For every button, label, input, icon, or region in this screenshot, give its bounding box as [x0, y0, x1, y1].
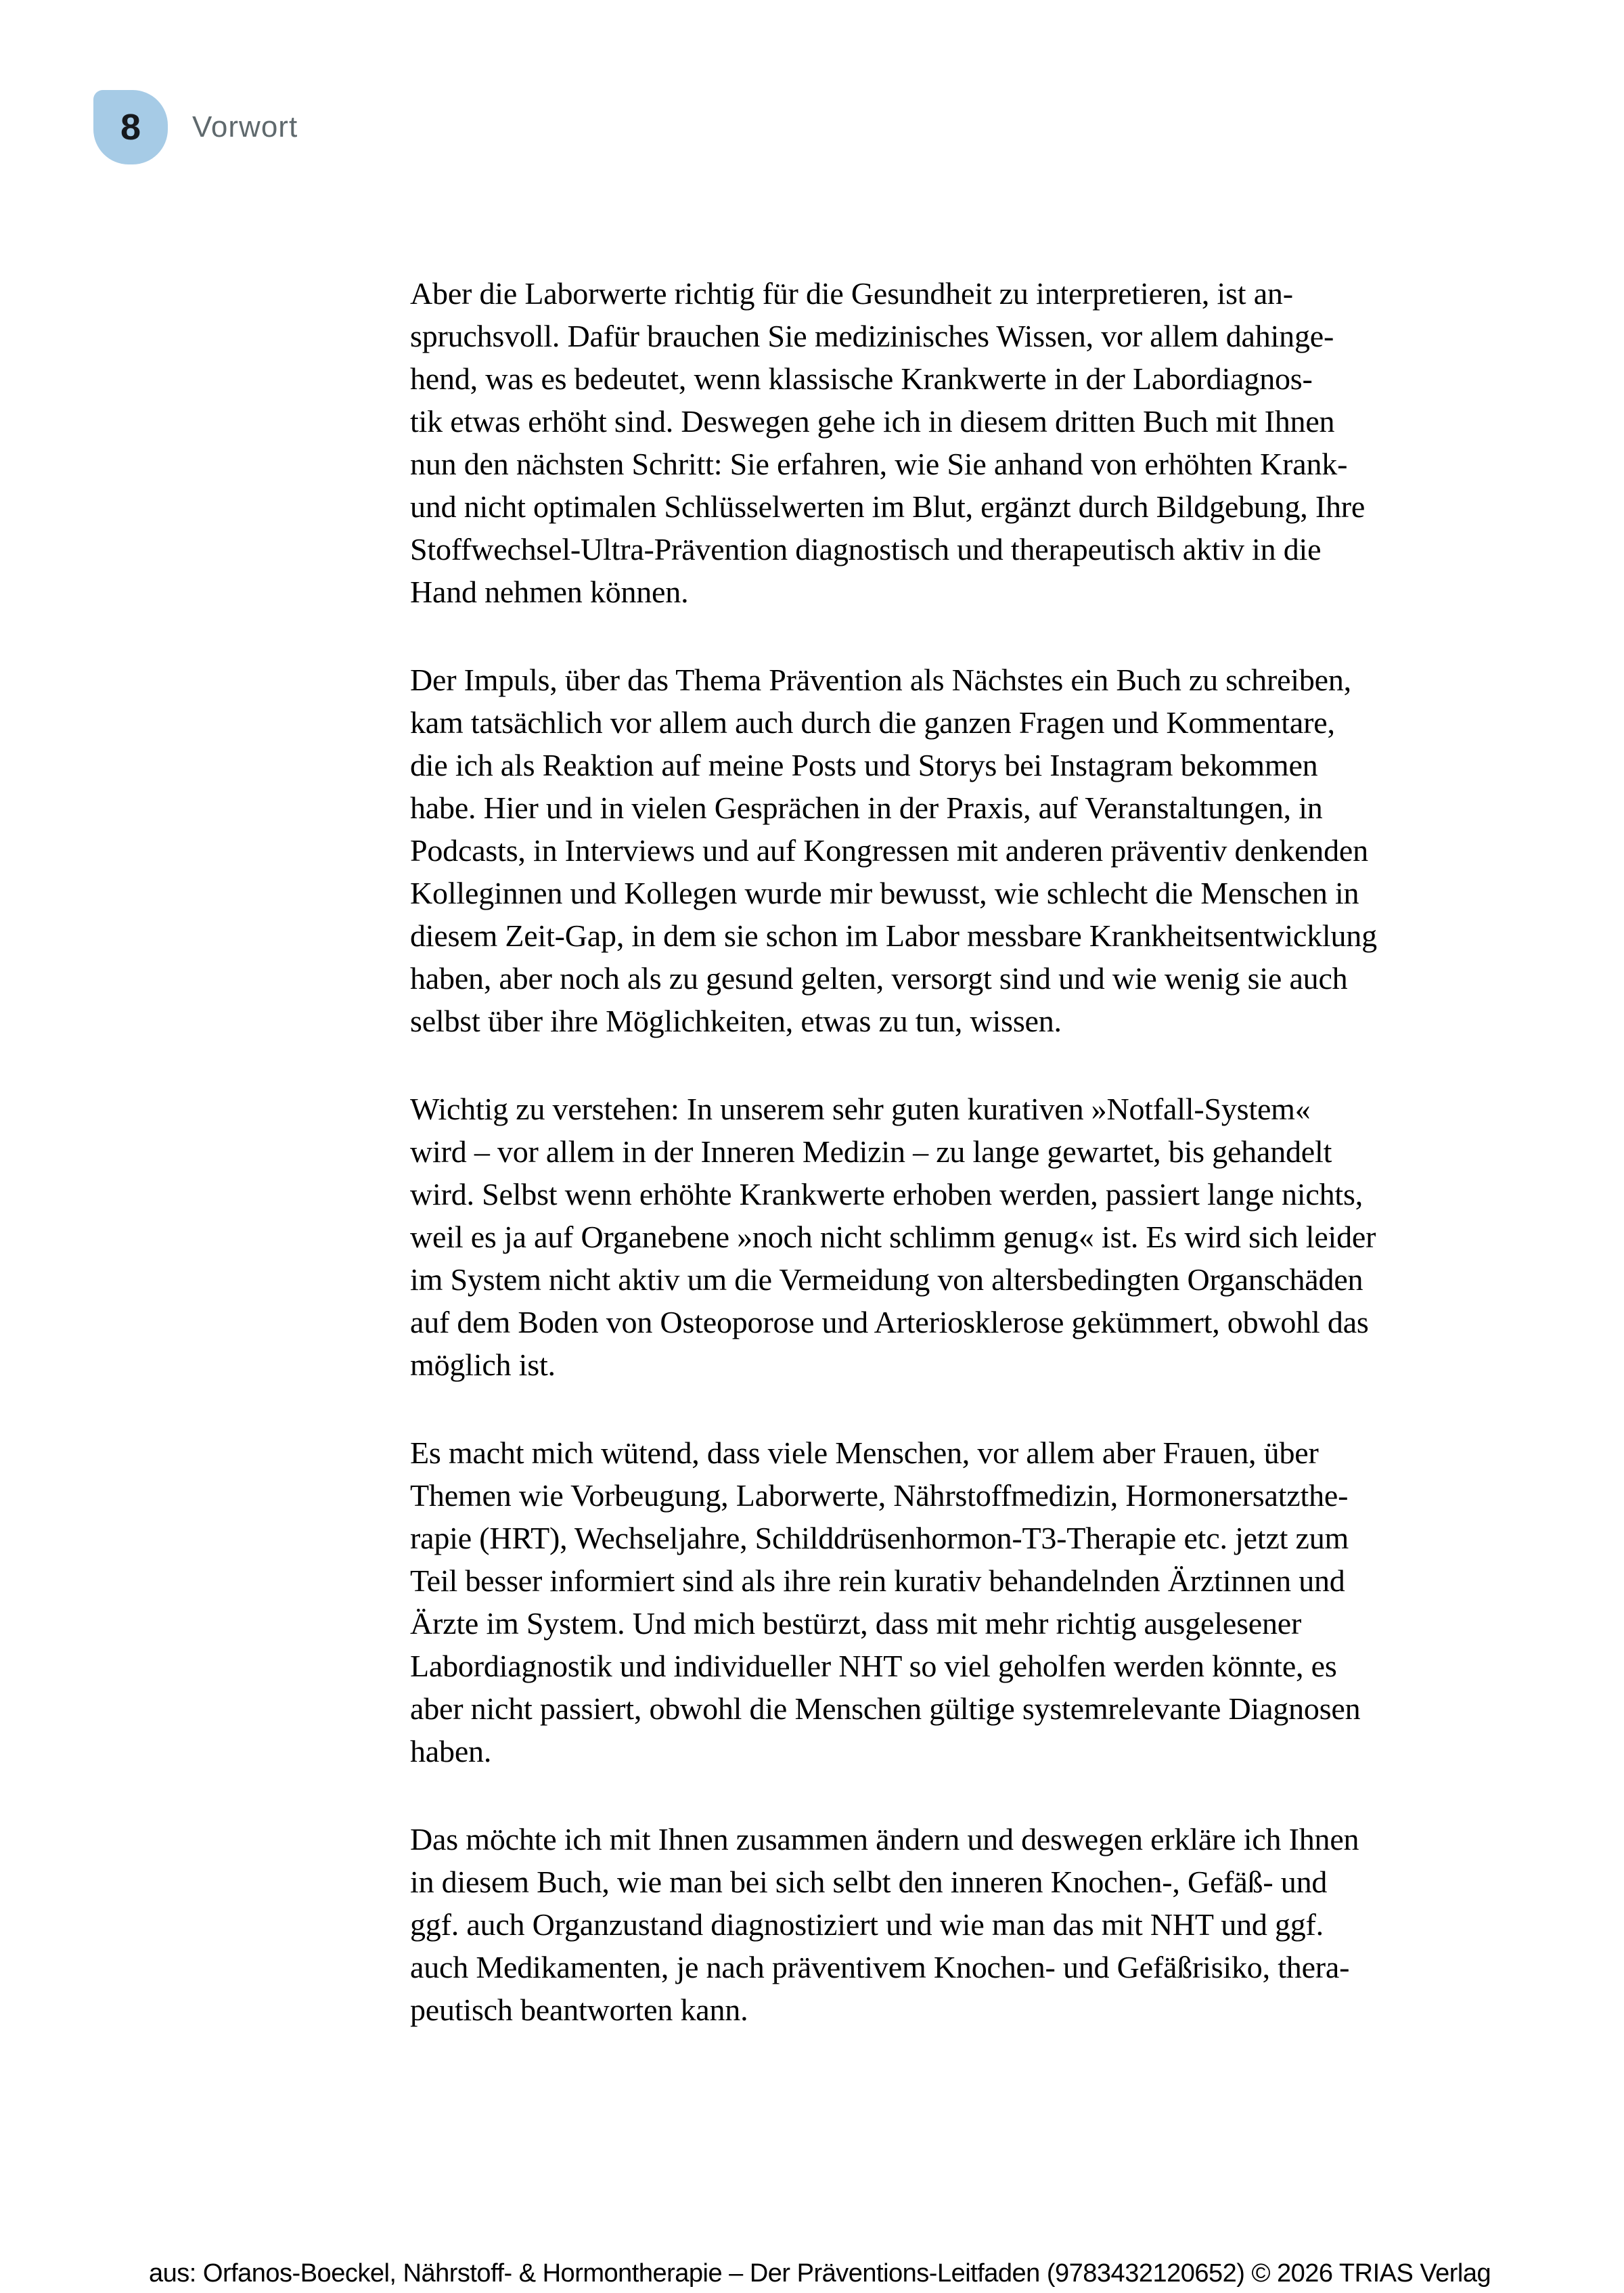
text-line: und nicht optimalen Schlüsselwerten im Blut, ergänzt durch Bildgebung, Ihre — [410, 489, 1366, 524]
text-line: peutisch beantworten kann. — [410, 1993, 748, 2027]
text-line: Teil besser informiert sind als ihre rein kurativ behandelnden Ärztinnen und — [410, 1563, 1345, 1598]
paragraph — [410, 1088, 1486, 1386]
text-line: die ich als Reaktion auf meine Posts und Storys bei Instagram bekommen — [410, 748, 1318, 782]
page-body — [410, 272, 1486, 2076]
text-line: wird – vor allem in der Inneren Medizin – zu lange gewartet, bis gehandelt — [410, 1134, 1332, 1169]
text-line: Ärzte im System. Und mich bestürzt, dass mit mehr richtig ausgelesener — [410, 1606, 1302, 1641]
text-line: Aber die Laborwerte richtig für die Gesundheit zu interpretieren, ist an- — [410, 276, 1293, 311]
text-line: rapie (HRT), Wechseljahre, Schilddrüsenhormon-T3-Therapie etc. jetzt zum — [410, 1521, 1349, 1555]
text-line: Hand nehmen können. — [410, 575, 689, 609]
text-line: ggf. auch Organzustand diagnostiziert und wie man das mit NHT und ggf. — [410, 1907, 1324, 1942]
text-line: Das möchte ich mit Ihnen zusammen ändern und deswegen erkläre ich Ihnen — [410, 1822, 1359, 1856]
text-line: weil es ja auf Organebene »noch nicht schlimm genug« ist. Es wird sich leider — [410, 1220, 1376, 1254]
text-line: hend, was es bedeutet, wenn klassische Krankwerte in der Labordiagnos- — [410, 361, 1313, 396]
text-line: tik etwas erhöht sind. Deswegen gehe ich in diesem dritten Buch mit Ihnen — [410, 404, 1335, 439]
text-line: Podcasts, in Interviews und auf Kongressen mit anderen präventiv denkenden — [410, 833, 1368, 868]
paragraph — [410, 1818, 1486, 2031]
text-line: Themen wie Vorbeugung, Laborwerte, Nährstoffmedizin, Hormonersatzthe- — [410, 1478, 1349, 1513]
text-line: möglich ist. — [410, 1348, 556, 1382]
text-line: in diesem Buch, wie man bei sich selbt den inneren Knochen-, Gefäß- und — [410, 1865, 1328, 1899]
text-line: Kolleginnen und Kollegen wurde mir bewusst, wie schlecht die Menschen in — [410, 876, 1359, 910]
text-line: Der Impuls, über das Thema Prävention als Nächstes ein Buch zu schreiben, — [410, 663, 1351, 697]
section-title: Vorwort — [192, 110, 298, 143]
text-line: spruchsvoll. Dafür brauchen Sie medizinisches Wissen, vor allem dahinge- — [410, 319, 1334, 353]
paragraph — [410, 272, 1486, 613]
text-line: auch Medikamenten, je nach präventivem Knochen- und Gefäßrisiko, thera- — [410, 1950, 1350, 1984]
text-line: diesem Zeit-Gap, in dem sie schon im Labor messbare Krankheitsentwicklung — [410, 918, 1377, 953]
page-number: 8 — [120, 107, 141, 148]
text-line: nun den nächsten Schritt: Sie erfahren, wie Sie anhand von erhöhten Krank- — [410, 447, 1348, 481]
text-line: Labordiagnostik und individueller NHT so viel geholfen werden könnte, es — [410, 1649, 1337, 1683]
text-line: Wichtig zu verstehen: In unserem sehr guten kurativen »Notfall-System« — [410, 1092, 1311, 1126]
text-line: selbst über ihre Möglichkeiten, etwas zu tun, wissen. — [410, 1004, 1062, 1038]
text-line: wird. Selbst wenn erhöhte Krankwerte erhoben werden, passiert lange nichts, — [410, 1177, 1363, 1211]
text-line: im System nicht aktiv um die Vermeidung von altersbedingten Organschäden — [410, 1262, 1363, 1297]
text-line: aber nicht passiert, obwohl die Menschen gültige systemrelevante Diagnosen — [410, 1691, 1361, 1726]
footer-credit: aus: Orfanos-Boeckel, Nährstoff- & Hormontherapie – Der Präventions-Leitfaden (9783432120652) © 2026 TRIAS Verlag — [149, 2259, 1491, 2288]
text-line: habe. Hier und in vielen Gesprächen in der Praxis, auf Veranstaltungen, in — [410, 791, 1323, 825]
text-line: Stoffwechsel-Ultra-Prävention diagnostisch und therapeutisch aktiv in die — [410, 532, 1322, 566]
text-line: Es macht mich wütend, dass viele Menschen, vor allem aber Frauen, über — [410, 1435, 1319, 1470]
text-line: auf dem Boden von Osteoporose und Arteriosklerose gekümmert, obwohl das — [410, 1305, 1369, 1339]
page-number-badge — [93, 90, 168, 164]
text-line: haben. — [410, 1734, 492, 1768]
paragraph — [410, 659, 1486, 1042]
text-line: kam tatsächlich vor allem auch durch die ganzen Fragen und Kommentare, — [410, 705, 1335, 740]
text-line: haben, aber noch als zu gesund gelten, versorgt sind und wie wenig sie auch — [410, 961, 1348, 996]
paragraph — [410, 1431, 1486, 1773]
